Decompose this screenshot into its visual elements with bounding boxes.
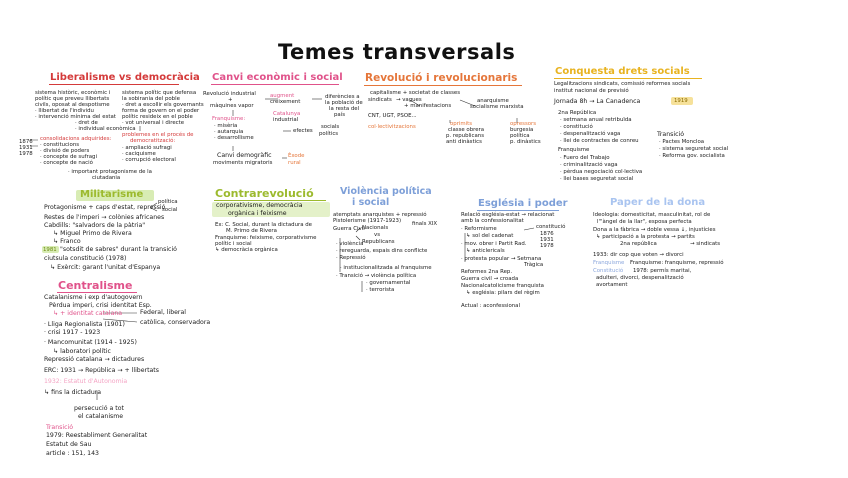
democracia-text: forma de govern on el poder xyxy=(122,108,200,114)
esglesia-text: ↳ església: pilars del règim xyxy=(466,290,540,296)
revolucio-text: classe obrera xyxy=(448,127,485,133)
heading-underline xyxy=(364,85,522,86)
violencia-text: · rereguarda, espais dins conflicte xyxy=(336,248,428,254)
contrarevolucio-text: Franquisme: feixisme, corporativisme xyxy=(215,235,317,241)
dona-text: ↳ participació a la protesta → partits xyxy=(596,234,695,240)
violencia-text: · Repressió xyxy=(336,255,366,261)
problem-item: · corrupció electoral xyxy=(122,157,176,163)
canvi-text: la resta del xyxy=(329,106,360,112)
drets-text: · Reforma gov. socialista xyxy=(659,153,725,159)
drets-text: · Fuero del Trabajo xyxy=(560,155,610,161)
drets-text: institut nacional de previsió xyxy=(554,88,629,94)
consolidation-item: · divisió de poders xyxy=(40,148,90,154)
violencia-text: · governamental xyxy=(366,280,411,286)
drets-text: · sistema seguretat social xyxy=(659,146,729,152)
canvi-text: efectes xyxy=(293,128,313,134)
problem-item: · ampliació sufragi xyxy=(122,145,172,151)
centralisme-text: · Lliga Regionalista (1901) xyxy=(44,321,125,328)
dona-text: → sindicats xyxy=(690,241,721,247)
canvi-text: Canvi demogràfic xyxy=(217,152,272,159)
drets-heading: Conquesta drets socials xyxy=(555,66,690,77)
drets-text: · llei de contractes de conreu xyxy=(560,138,639,144)
militarisme-text: política xyxy=(158,199,178,205)
year-label: 1876 xyxy=(540,231,554,237)
esglesia-text: Relació església-estat → relacionat xyxy=(461,212,555,218)
violencia-text: finals XIX xyxy=(412,221,438,227)
dona-text: Dona a la fàbrica → doble vessa ↓, injustícies xyxy=(593,227,716,233)
violencia-heading: Violència política xyxy=(340,186,432,197)
violencia-text: · terrorista xyxy=(366,287,395,293)
canvi-text: industrial xyxy=(273,117,299,123)
consolidation-label: consolidacions adquirides: xyxy=(40,136,112,142)
centralisme-text: Catalanisme i exp d'autogovern xyxy=(44,294,143,301)
esglesia-text: Actual : aconfessional xyxy=(461,303,520,309)
militarisme-text: social xyxy=(162,207,178,213)
revolucio-text: → vagues xyxy=(396,97,422,103)
liberalisme-footer: · important protagonisme de la xyxy=(68,169,152,175)
revolucio-text: CNT, UGT, PSOE... xyxy=(368,113,417,119)
centralisme-text: article : 151, 143 xyxy=(46,450,99,457)
militarisme-text: ↳ Miguel Primo de Rivera xyxy=(53,230,132,237)
centralisme-heading: Centralisme xyxy=(58,279,133,292)
canvi-text: moviments migratoris xyxy=(213,160,273,166)
violencia-text: · violència xyxy=(336,241,364,247)
dona-text: Franquisme: franquisme, repressió xyxy=(630,260,724,266)
esglesia-text: ↳ anticlericals xyxy=(466,248,505,254)
drets-text: · constitució xyxy=(560,124,593,130)
esglesia-text: amb la confessionalitat xyxy=(461,218,524,224)
violencia-text: atemptats anarquistes + repressió xyxy=(333,212,427,218)
canvi-text: socials xyxy=(321,124,340,130)
militarisme-heading: Militarisme xyxy=(80,189,144,200)
centralisme-text: · crisi 1917 - 1923 xyxy=(44,329,101,336)
militarisme-text: ↳ Franco xyxy=(53,238,81,245)
dona-text: Ideologia: domesticitat, masculinitat, rol de xyxy=(593,212,711,218)
militarisme-text: ciutsula constitució (1978) xyxy=(44,255,127,262)
drets-text: Franquisme xyxy=(558,147,590,153)
canvi-text: augment xyxy=(270,93,295,99)
dona-text: Franquisme xyxy=(593,260,625,266)
dona-text: 2na república xyxy=(620,241,657,247)
contrarevolucio-text: orgànica i feixisme xyxy=(228,210,287,217)
revolucio-text: política xyxy=(510,133,530,139)
esglesia-text: ↳ sol del cadenat xyxy=(466,233,514,239)
esglesia-text: constitució xyxy=(536,224,566,230)
liberalisme-text: · intervenció mínima del estat xyxy=(35,114,116,120)
year-label: 1876 xyxy=(19,139,33,145)
centralisme-text: persecució a tot xyxy=(74,405,124,412)
revolucio-text: opressors xyxy=(510,121,537,127)
dona-text: adulteri, divorci, despenalització xyxy=(596,275,684,281)
canvi-text: Èxode xyxy=(288,153,305,159)
problem-label: problemes en el procés de xyxy=(122,132,194,138)
revolucio-heading: Revolució i revolucionaris xyxy=(365,72,518,84)
year-label: 1978 xyxy=(540,243,554,249)
drets-text: · criminalització vaga xyxy=(560,162,618,168)
esglesia-heading: Església i poder xyxy=(478,198,568,209)
violencia-text: Nacionals xyxy=(362,225,389,231)
violencia-text: Guerra Civil xyxy=(333,226,365,232)
centralisme-text: Estatut de Sau xyxy=(46,441,92,448)
militarisme-text: Cabdills: "salvadors de la pàtria" xyxy=(44,222,146,229)
liberalisme-footer: ciutadania xyxy=(92,175,121,181)
heading-underline xyxy=(211,84,339,85)
revolucio-text: socialisme marxista xyxy=(470,104,524,110)
liberalisme-text: · individual econòmica xyxy=(75,126,136,132)
liberalisme-text: polític que preveu llibertats xyxy=(35,96,110,102)
problem-label: democratització: xyxy=(130,138,176,144)
canvi-heading: Canvi econòmic i social xyxy=(212,72,343,83)
centralisme-text: Federal, liberal xyxy=(140,309,186,316)
consolidation-item: · constitucions xyxy=(40,142,80,148)
democracia-text: · vot universal i directe xyxy=(122,120,185,126)
dona-text: 1933: dir cop que voten → divorci xyxy=(593,252,684,258)
contrarevolucio-text: polític i social xyxy=(215,241,252,247)
drets-text: Transició xyxy=(657,131,684,138)
dona-text: l'"àngel de la llar", esposa perfecta xyxy=(597,219,692,225)
esglesia-text: · Reformisme xyxy=(461,226,497,232)
canvi-text: creixement xyxy=(270,99,301,105)
liberalisme-text: · dret de xyxy=(75,120,98,126)
year-label: 1931 xyxy=(540,237,554,243)
canvi-text: Catalunya xyxy=(273,111,301,117)
violencia-text: · Transició → violència política xyxy=(336,273,417,279)
militarisme-text: Protagonisme + caps d'estat, repressió xyxy=(44,204,166,211)
centralisme-text: 1932: Estatut d'Autonomia xyxy=(44,378,128,385)
revolucio-text: burgesia xyxy=(510,127,534,133)
dona-text: Constitució xyxy=(593,268,624,274)
liberalisme-heading: Liberalisme vs democràcia xyxy=(50,72,200,83)
violencia-text: Pistolerisme (1917-1923) xyxy=(333,218,402,224)
canvi-text: Franquisme: xyxy=(212,116,246,122)
democracia-text: la sobirania del poble xyxy=(122,96,180,102)
canvi-text: polítics xyxy=(319,131,339,137)
democracia-text: · dret a escollir els governants xyxy=(122,102,204,108)
esglesia-text: · mov. obrer i Partit Rad. xyxy=(461,241,527,247)
militarisme-text: "sotsdit de sabres" durant la transició xyxy=(60,246,177,253)
centralisme-text: 1979: Reestabliment Generalitat xyxy=(46,432,148,439)
contrarevolucio-text: Ex: C. Social, durant la dictadura de xyxy=(215,222,312,228)
militarisme-text: 1981 xyxy=(43,247,57,253)
canvi-text: Revolució industrial xyxy=(203,91,256,97)
esglesia-text: Guerra civil → croada xyxy=(461,276,519,282)
violencia-text: · institucionalitzada al franquisme xyxy=(340,265,432,271)
drets-text: · llei bases seguretat social xyxy=(560,176,634,182)
canvi-text: país xyxy=(334,112,346,118)
consolidation-item: · concepte de nació xyxy=(40,160,93,166)
heading-underline xyxy=(477,210,559,211)
heading-underline xyxy=(214,200,326,201)
violencia-heading: i social xyxy=(352,197,390,208)
heading-underline xyxy=(49,84,179,85)
centralisme-text: Transició xyxy=(46,424,73,431)
canvi-text: · autarquia xyxy=(214,129,244,135)
dona-text: 1978: permís maritai, xyxy=(633,268,692,274)
dona-heading: Paper de la dona xyxy=(610,197,706,208)
revolucio-text: p. dinàstics xyxy=(510,139,541,145)
esglesia-text: Tràgica xyxy=(524,262,544,268)
heading-underline xyxy=(554,78,702,79)
contrarevolucio-heading: Contrarevolució xyxy=(215,187,314,200)
drets-text: 1919 xyxy=(674,98,688,104)
centralisme-text: el catalanisme xyxy=(78,413,124,420)
canvi-text: + xyxy=(228,97,233,103)
centralisme-text: ERC: 1931 → República → + llibertats xyxy=(44,367,159,374)
year-label: 1931 xyxy=(19,145,33,151)
democracia-text: polític resideix en el poble xyxy=(122,114,193,120)
centralisme-text: ↳ laboratori polític xyxy=(53,348,111,355)
consolidation-item: · concepte de sufragi xyxy=(40,154,97,160)
democracia-text: sistema polític que defensa xyxy=(122,90,197,96)
centralisme-text: catòlica, conservadora xyxy=(140,319,211,326)
revolucio-text: anarquisme xyxy=(477,98,509,104)
violencia-text: Republicans xyxy=(362,239,395,245)
centralisme-text: ↳ + identitat catalana xyxy=(53,310,123,317)
canvi-text: rural xyxy=(288,160,301,166)
liberalisme-text: sistema històric, econòmic i xyxy=(35,90,111,96)
canvi-text: · desarrollisme xyxy=(214,135,254,141)
revolucio-text: p. republicans xyxy=(446,133,485,139)
canvi-text: · misèria xyxy=(214,123,238,129)
militarisme-text: ↳ Exèrcit: garant l'unitat d'Espanya xyxy=(50,264,161,271)
drets-text: · despenalització vaga xyxy=(560,131,621,137)
drets-text: · setmana anual retribuïda xyxy=(560,117,632,123)
drets-text: 2na República xyxy=(558,110,597,116)
revolucio-text: anti dinàstics xyxy=(446,139,482,145)
drets-text: Jornada 8h → La Canadenca xyxy=(554,98,641,105)
esglesia-text: Nacionalcatolicisme franquista xyxy=(461,283,544,289)
problem-item: · caciquisme xyxy=(122,151,156,157)
drets-text: · Pactes Moncloa xyxy=(659,139,705,145)
esglesia-text: Reformes 2na Rep. xyxy=(461,269,513,275)
canvi-text: màquines vapor xyxy=(210,103,254,109)
esglesia-text: · protesta popular → Setmana xyxy=(461,256,542,262)
dona-text: avortament xyxy=(596,282,628,288)
revolucio-text: oprimits xyxy=(450,121,473,127)
militarisme-text: Restes de l'imperi → colònies africanes xyxy=(44,214,165,221)
centralisme-text: · Mancomunitat (1914 - 1925) xyxy=(44,339,137,346)
revolucio-text: sindicats xyxy=(368,97,392,103)
centralisme-text: Repressió catalana → dictadures xyxy=(44,356,145,363)
page-title: Temes transversals xyxy=(278,40,516,64)
contrarevolucio-text: ↳ democràcia orgànica xyxy=(215,247,278,253)
liberalisme-text: civils, oposat al despotisme xyxy=(35,102,110,108)
canvi-text: la població de xyxy=(325,100,363,106)
year-label: 1978 xyxy=(19,151,33,157)
liberalisme-text: · llibertat de l'individu xyxy=(35,108,94,114)
revolucio-text: capitalisme + societat de classes xyxy=(370,90,461,96)
contrarevolucio-text: M. Primo de Rivera xyxy=(226,228,277,234)
violencia-text: vs xyxy=(374,232,380,238)
drets-text: · pèrdua negociació col·lectiva xyxy=(560,169,643,175)
centralisme-text: Pèrdua imperi, crisi identitat Esp. xyxy=(49,302,152,309)
revolucio-text: col·lectivitzacions xyxy=(368,124,416,130)
heading-underline xyxy=(57,292,137,293)
contrarevolucio-text: corporativisme, democràcia xyxy=(216,202,303,209)
canvi-text: diferències a xyxy=(325,94,360,100)
centralisme-text: ↳ fins la dictadura xyxy=(44,389,102,396)
revolucio-text: + manifestacions xyxy=(404,103,452,109)
drets-text: Legalitzacions sindicats, comissió reformes socials xyxy=(554,81,691,87)
